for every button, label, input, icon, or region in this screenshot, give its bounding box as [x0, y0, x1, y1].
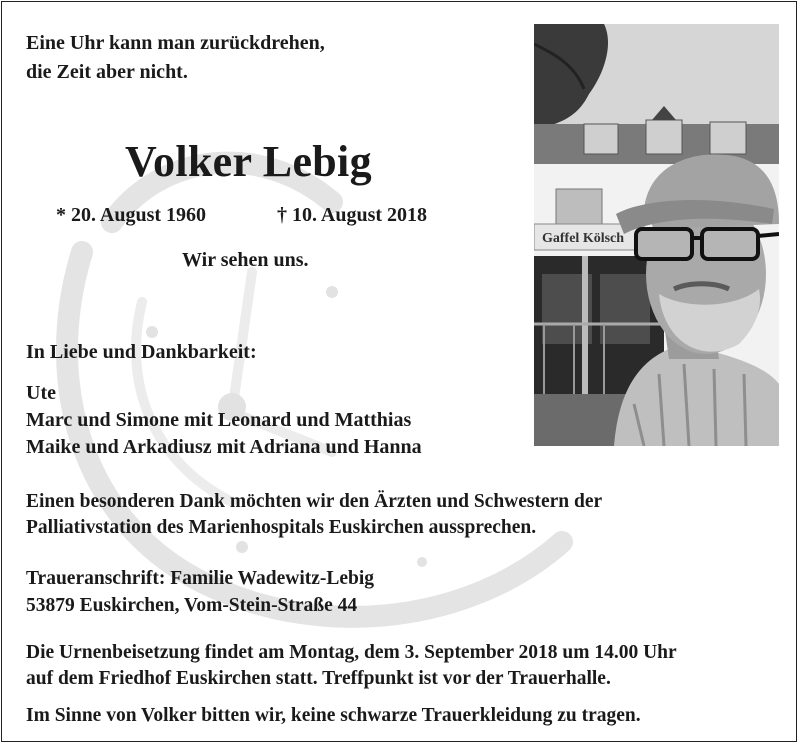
thanks-line-2: Palliativstation des Marienhospitals Euskirchen aussprechen.: [26, 517, 537, 538]
quote-line-1: Eine Uhr kann man zurückdrehen,: [26, 32, 325, 54]
address-line-2: 53879 Euskirchen, Vom-Stein-Straße 44: [26, 595, 358, 616]
family-member: Ute: [26, 382, 56, 404]
obituary-notice: [1, 1, 797, 742]
portrait-photo: [534, 24, 779, 446]
family-member: Maike und Arkadiusz mit Adriana und Hanna: [26, 436, 422, 458]
thanks-line-1: Einen besonderen Dank möchten wir den Ärzten und Schwestern der: [26, 491, 603, 512]
death-date: † 10. August 2018: [277, 204, 428, 226]
birth-date: * 20. August 1960: [56, 204, 207, 226]
farewell-text: Wir sehen uns.: [182, 249, 309, 271]
deceased-name: Volker Lebig: [125, 137, 372, 186]
burial-line-2: auf dem Friedhof Euskirchen statt. Treffpunkt ist vor der Trauerhalle.: [26, 668, 611, 689]
family-member: Marc und Simone mit Leonard und Matthias: [26, 409, 412, 431]
portrait-illustration: [534, 24, 779, 446]
address-line-1: Traueranschrift: Familie Wadewitz-Lebig: [26, 568, 375, 589]
dress-request: Im Sinne von Volker bitten wir, keine schwarze Trauerkleidung zu tragen.: [26, 705, 641, 726]
burial-line-1: Die Urnenbeisetzung findet am Montag, dem 3. September 2018 um 14.00 Uhr: [26, 642, 677, 663]
pub-sign-text: Gaffel Kölsch: [542, 231, 625, 246]
family-intro: In Liebe und Dankbarkeit:: [26, 341, 257, 363]
quote-line-2: die Zeit aber nicht.: [26, 61, 188, 83]
